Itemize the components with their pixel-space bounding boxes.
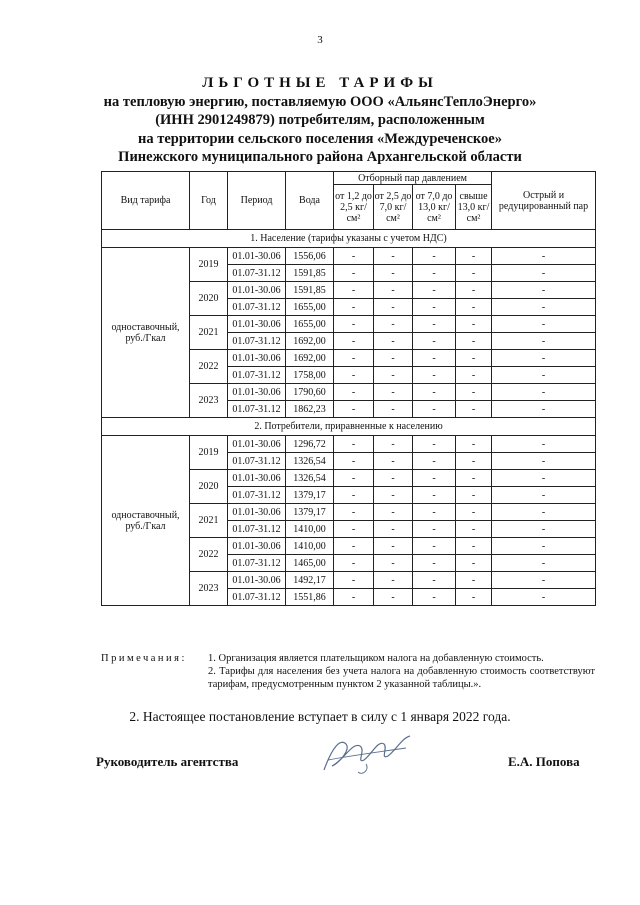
water-price-cell: 1551,86 xyxy=(286,589,334,606)
handwritten-signature xyxy=(318,730,418,780)
signature-stroke xyxy=(358,764,367,773)
empty-value-cell: - xyxy=(456,384,492,401)
empty-value-cell: - xyxy=(456,572,492,589)
empty-value-cell: - xyxy=(456,265,492,282)
empty-value-cell: - xyxy=(334,299,374,316)
water-price-cell: 1692,00 xyxy=(286,350,334,367)
empty-value-cell: - xyxy=(492,538,596,555)
empty-value-cell: - xyxy=(334,470,374,487)
period-cell: 01.07-31.12 xyxy=(228,487,286,504)
note-item: 1. Организация является плательщиком налога на добавленную стоимость. xyxy=(208,653,544,664)
empty-value-cell: - xyxy=(456,248,492,265)
period-cell: 01.01-30.06 xyxy=(228,470,286,487)
empty-value-cell: - xyxy=(492,367,596,384)
water-price-cell: 1326,54 xyxy=(286,470,334,487)
empty-value-cell: - xyxy=(413,555,456,572)
empty-value-cell: - xyxy=(413,299,456,316)
table-row xyxy=(102,436,596,453)
empty-value-cell: - xyxy=(492,248,596,265)
period-cell: 01.01-30.06 xyxy=(228,538,286,555)
header-tariff-type: Вид тарифа xyxy=(102,172,190,230)
water-price-cell: 1379,17 xyxy=(286,504,334,521)
year-cell: 2019 xyxy=(190,436,228,470)
empty-value-cell: - xyxy=(374,470,413,487)
water-price-cell: 1655,00 xyxy=(286,299,334,316)
header-steam-2: от 2,5 до 7,0 кг/см² xyxy=(374,185,413,230)
water-price-cell: 1326,54 xyxy=(286,453,334,470)
empty-value-cell: - xyxy=(456,504,492,521)
signatory-name: Е.А. Попова xyxy=(508,754,580,769)
empty-value-cell: - xyxy=(492,504,596,521)
empty-value-cell: - xyxy=(374,350,413,367)
period-cell: 01.01-30.06 xyxy=(228,384,286,401)
water-price-cell: 1790,60 xyxy=(286,384,334,401)
header-sharp-steam: Острый и редуцированный пар xyxy=(492,172,596,230)
period-cell: 01.07-31.12 xyxy=(228,521,286,538)
empty-value-cell: - xyxy=(492,589,596,606)
section-row xyxy=(102,230,596,248)
empty-value-cell: - xyxy=(492,282,596,299)
tariff-type-cell: одноставочный, руб./Гкал xyxy=(102,248,190,418)
empty-value-cell: - xyxy=(492,316,596,333)
table-row xyxy=(102,248,596,265)
empty-value-cell: - xyxy=(456,333,492,350)
tariff-table xyxy=(101,171,596,606)
empty-value-cell: - xyxy=(334,572,374,589)
empty-value-cell: - xyxy=(456,589,492,606)
section-row xyxy=(102,418,596,436)
water-price-cell: 1862,23 xyxy=(286,401,334,418)
empty-value-cell: - xyxy=(334,333,374,350)
empty-value-cell: - xyxy=(492,572,596,589)
empty-value-cell: - xyxy=(413,487,456,504)
empty-value-cell: - xyxy=(334,487,374,504)
header-steam-3: от 7,0 до 13,0 кг/см² xyxy=(413,185,456,230)
empty-value-cell: - xyxy=(413,248,456,265)
empty-value-cell: - xyxy=(374,384,413,401)
notes-label: Примечания: xyxy=(101,653,187,664)
empty-value-cell: - xyxy=(374,538,413,555)
period-cell: 01.01-30.06 xyxy=(228,436,286,453)
empty-value-cell: - xyxy=(374,299,413,316)
year-cell: 2023 xyxy=(190,384,228,418)
empty-value-cell: - xyxy=(334,248,374,265)
empty-value-cell: - xyxy=(374,401,413,418)
water-price-cell: 1410,00 xyxy=(286,538,334,555)
empty-value-cell: - xyxy=(374,367,413,384)
empty-value-cell: - xyxy=(413,401,456,418)
empty-value-cell: - xyxy=(456,487,492,504)
year-cell: 2023 xyxy=(190,572,228,606)
period-cell: 01.01-30.06 xyxy=(228,248,286,265)
period-cell: 01.07-31.12 xyxy=(228,589,286,606)
header-steam-1: от 1,2 до 2,5 кг/см² xyxy=(334,185,374,230)
empty-value-cell: - xyxy=(374,265,413,282)
empty-value-cell: - xyxy=(334,384,374,401)
empty-value-cell: - xyxy=(334,453,374,470)
empty-value-cell: - xyxy=(334,367,374,384)
empty-value-cell: - xyxy=(374,436,413,453)
empty-value-cell: - xyxy=(413,282,456,299)
empty-value-cell: - xyxy=(413,538,456,555)
empty-value-cell: - xyxy=(334,436,374,453)
empty-value-cell: - xyxy=(374,555,413,572)
year-cell: 2022 xyxy=(190,538,228,572)
empty-value-cell: - xyxy=(374,333,413,350)
title-line-2: (ИНН 2901249879) потребителям, расположенным xyxy=(155,112,485,128)
note-item: 2. Тарифы для населения без учета налога на добавленную стоимость соответствуют тарифам, предусмотренным пунктом 2 указанной таблицы.». xyxy=(208,666,595,690)
empty-value-cell: - xyxy=(413,504,456,521)
signature-stroke xyxy=(328,748,406,760)
empty-value-cell: - xyxy=(334,589,374,606)
header-steam-group: Отборный пар давлением xyxy=(334,172,492,185)
empty-value-cell: - xyxy=(374,282,413,299)
empty-value-cell: - xyxy=(413,589,456,606)
empty-value-cell: - xyxy=(413,350,456,367)
header-water: Вода xyxy=(286,172,334,230)
empty-value-cell: - xyxy=(492,436,596,453)
empty-value-cell: - xyxy=(413,470,456,487)
empty-value-cell: - xyxy=(374,572,413,589)
title-line-3: на территории сельского поселения «Междуреченское» xyxy=(138,130,502,147)
empty-value-cell: - xyxy=(456,453,492,470)
period-cell: 01.07-31.12 xyxy=(228,453,286,470)
title-main: ЛЬГОТНЫЕ ТАРИФЫ xyxy=(202,75,438,91)
empty-value-cell: - xyxy=(374,248,413,265)
empty-value-cell: - xyxy=(374,521,413,538)
water-price-cell: 1758,00 xyxy=(286,367,334,384)
period-cell: 01.01-30.06 xyxy=(228,282,286,299)
year-cell: 2020 xyxy=(190,282,228,316)
empty-value-cell: - xyxy=(456,299,492,316)
section-title: 2. Потребители, приравненные к населению xyxy=(102,418,596,436)
empty-value-cell: - xyxy=(413,521,456,538)
water-price-cell: 1465,00 xyxy=(286,555,334,572)
year-cell: 2022 xyxy=(190,350,228,384)
empty-value-cell: - xyxy=(456,521,492,538)
water-price-cell: 1692,00 xyxy=(286,333,334,350)
year-cell: 2021 xyxy=(190,504,228,538)
empty-value-cell: - xyxy=(334,282,374,299)
water-price-cell: 1379,17 xyxy=(286,487,334,504)
empty-value-cell: - xyxy=(374,504,413,521)
page-number: 3 xyxy=(317,34,323,46)
period-cell: 01.01-30.06 xyxy=(228,572,286,589)
year-cell: 2021 xyxy=(190,316,228,350)
empty-value-cell: - xyxy=(492,487,596,504)
empty-value-cell: - xyxy=(492,299,596,316)
empty-value-cell: - xyxy=(492,350,596,367)
period-cell: 01.01-30.06 xyxy=(228,316,286,333)
period-cell: 01.07-31.12 xyxy=(228,555,286,572)
empty-value-cell: - xyxy=(413,265,456,282)
water-price-cell: 1492,17 xyxy=(286,572,334,589)
decree-effective-date: 2. Настоящее постановление вступает в силу с 1 января 2022 года. xyxy=(129,709,511,724)
signatory-position: Руководитель агентства xyxy=(96,754,239,769)
empty-value-cell: - xyxy=(456,367,492,384)
period-cell: 01.07-31.12 xyxy=(228,333,286,350)
empty-value-cell: - xyxy=(456,350,492,367)
empty-value-cell: - xyxy=(374,589,413,606)
empty-value-cell: - xyxy=(492,470,596,487)
empty-value-cell: - xyxy=(334,401,374,418)
empty-value-cell: - xyxy=(456,401,492,418)
period-cell: 01.01-30.06 xyxy=(228,350,286,367)
empty-value-cell: - xyxy=(334,555,374,572)
empty-value-cell: - xyxy=(456,436,492,453)
period-cell: 01.07-31.12 xyxy=(228,299,286,316)
water-price-cell: 1655,00 xyxy=(286,316,334,333)
empty-value-cell: - xyxy=(334,265,374,282)
empty-value-cell: - xyxy=(456,316,492,333)
empty-value-cell: - xyxy=(334,504,374,521)
empty-value-cell: - xyxy=(492,453,596,470)
empty-value-cell: - xyxy=(413,367,456,384)
empty-value-cell: - xyxy=(492,384,596,401)
year-cell: 2020 xyxy=(190,470,228,504)
water-price-cell: 1296,72 xyxy=(286,436,334,453)
year-cell: 2019 xyxy=(190,248,228,282)
title-line-1: на тепловую энергию, поставляемую ООО «АльянсТеплоЭнерго» xyxy=(103,93,537,110)
empty-value-cell: - xyxy=(374,453,413,470)
period-cell: 01.07-31.12 xyxy=(228,265,286,282)
period-cell: 01.01-30.06 xyxy=(228,504,286,521)
notes-list xyxy=(208,652,595,691)
empty-value-cell: - xyxy=(492,555,596,572)
section-title: 1. Население (тарифы указаны с учетом НДС) xyxy=(102,230,596,248)
empty-value-cell: - xyxy=(413,572,456,589)
empty-value-cell: - xyxy=(413,384,456,401)
empty-value-cell: - xyxy=(413,436,456,453)
water-price-cell: 1591,85 xyxy=(286,282,334,299)
empty-value-cell: - xyxy=(456,538,492,555)
tariff-type-cell: одноставочный, руб./Гкал xyxy=(102,436,190,606)
header-year: Год xyxy=(190,172,228,230)
empty-value-cell: - xyxy=(334,350,374,367)
document-title xyxy=(40,74,600,167)
empty-value-cell: - xyxy=(374,487,413,504)
water-price-cell: 1591,85 xyxy=(286,265,334,282)
empty-value-cell: - xyxy=(492,401,596,418)
empty-value-cell: - xyxy=(334,521,374,538)
water-price-cell: 1556,06 xyxy=(286,248,334,265)
empty-value-cell: - xyxy=(334,538,374,555)
empty-value-cell: - xyxy=(456,470,492,487)
empty-value-cell: - xyxy=(413,333,456,350)
empty-value-cell: - xyxy=(334,316,374,333)
title-line-4: Пинежского муниципального района Архангельской области xyxy=(118,149,522,165)
period-cell: 01.07-31.12 xyxy=(228,367,286,384)
empty-value-cell: - xyxy=(456,282,492,299)
header-steam-4: свыше 13,0 кг/см² xyxy=(456,185,492,230)
empty-value-cell: - xyxy=(413,316,456,333)
empty-value-cell: - xyxy=(492,521,596,538)
header-period: Период xyxy=(228,172,286,230)
empty-value-cell: - xyxy=(456,555,492,572)
empty-value-cell: - xyxy=(492,265,596,282)
empty-value-cell: - xyxy=(374,316,413,333)
water-price-cell: 1410,00 xyxy=(286,521,334,538)
empty-value-cell: - xyxy=(492,333,596,350)
period-cell: 01.07-31.12 xyxy=(228,401,286,418)
table-body xyxy=(102,230,596,606)
empty-value-cell: - xyxy=(413,453,456,470)
